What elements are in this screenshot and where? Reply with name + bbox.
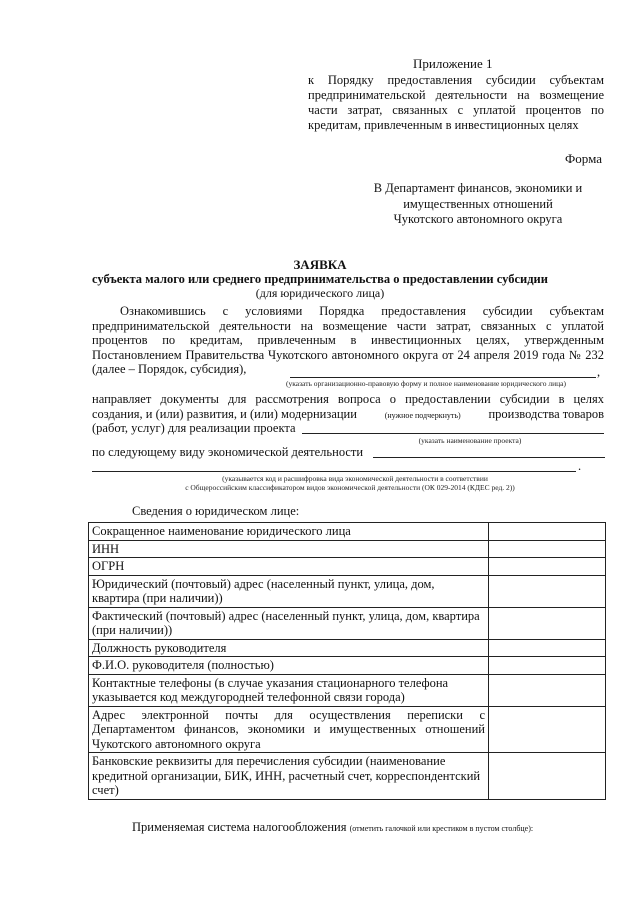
intro-paragraph xyxy=(92,304,604,377)
table-row xyxy=(89,639,606,657)
activity-hint-1: (указывается код и расшифровка вида экономической деятельности в соответствии xyxy=(222,474,488,483)
body-line-text: производства товаров xyxy=(488,407,604,421)
appendix-title: Приложение 1 xyxy=(413,56,493,71)
row-label: ИНН xyxy=(89,540,489,558)
project-name-input-line[interactable] xyxy=(302,433,604,434)
row-value-cell[interactable] xyxy=(489,753,606,800)
row-value-cell[interactable] xyxy=(489,639,606,657)
form-label: Форма xyxy=(565,151,602,166)
activity-label: по следующему виду экономической деятельности xyxy=(92,445,364,459)
appendix-text: к Порядку предоставления субсидии субъектам предпринимательской деятельности на возмещение части затрат, связанных с уплатой процентов по кредитам, привлеченным в инвестиционных целях xyxy=(308,73,604,132)
legal-entity-info-table xyxy=(88,522,606,800)
table-row xyxy=(89,523,606,541)
row-label: Фактический (почтовый) адрес (населенный пункт, улица, дом, квартира (при наличии)) xyxy=(89,607,489,639)
body-line-modernization xyxy=(92,407,604,422)
table-row xyxy=(89,657,606,675)
tax-system-hint: (отметить галочкой или крестиком в пустом столбце): xyxy=(349,824,534,833)
project-name-hint: (указать наименование проекта) xyxy=(418,436,522,445)
table-row xyxy=(89,674,606,706)
activity-input-line[interactable] xyxy=(373,457,605,458)
row-value-cell[interactable] xyxy=(489,706,606,753)
row-label: Банковские реквизиты для перечисления субсидии (наименование кредитной организации, БИК, ИНН, расчетный счет, корреспондентский счет) xyxy=(89,753,489,800)
table-row xyxy=(89,575,606,607)
row-label: Юридический (почтовый) адрес (населенный пункт, улица, дом, квартира (при наличии)) xyxy=(89,575,489,607)
table-row xyxy=(89,753,606,800)
row-value-cell[interactable] xyxy=(489,674,606,706)
tax-system-label: Применяемая система налогообложения xyxy=(132,820,347,834)
table-row xyxy=(89,540,606,558)
period: . xyxy=(578,459,582,473)
table-row xyxy=(89,558,606,576)
addressee-line: В Департамент финансов, экономики и xyxy=(373,181,583,195)
row-label: Ф.И.О. руководителя (полностью) xyxy=(89,657,489,675)
org-name-input-line[interactable] xyxy=(290,377,596,378)
table-row xyxy=(89,607,606,639)
row-label: Контактные телефоны (в случае указания стационарного телефона указывается код междугородней телефонной связи города) xyxy=(89,674,489,706)
document-subtitle-note: (для юридического лица) xyxy=(255,286,385,300)
row-label: Должность руководителя xyxy=(89,639,489,657)
activity-hint-2: с Общероссийским классификатором видов экономической деятельности (ОК 029-2014 (КДЕС ред. 2)) xyxy=(185,483,515,492)
row-label: Сокращенное наименование юридического лица xyxy=(89,523,489,541)
table-row xyxy=(89,706,606,753)
body-line-text: создания, и (или) развития, и (или) модернизации xyxy=(92,407,357,421)
row-value-cell[interactable] xyxy=(489,575,606,607)
addressee xyxy=(348,181,608,228)
info-heading: Сведения о юридическом лице: xyxy=(132,504,300,518)
row-value-cell[interactable] xyxy=(489,523,606,541)
intro-paragraph-text: Ознакомившись с условиями Порядка предоставления субсидии субъектам предпринимательской деятельности на возмещение части затрат, связанных с уплатой процентов по кредитам, привлеченным в инвестиционных целях, утвержденным Постановлением Правительства Чукотского автономного округа от 24 апреля 2019 года № 232 (далее – Порядок, субсидия), xyxy=(92,304,604,377)
comma: , xyxy=(597,365,601,379)
row-value-cell[interactable] xyxy=(489,558,606,576)
row-value-cell[interactable] xyxy=(489,540,606,558)
row-value-cell[interactable] xyxy=(489,607,606,639)
addressee-line: Чукотского автономного округа xyxy=(393,212,563,226)
row-value-cell[interactable] xyxy=(489,657,606,675)
document-subtitle: субъекта малого или среднего предпринимательства о предоставлении субсидии xyxy=(92,272,548,286)
underline-hint: (нужное подчеркнуть) xyxy=(384,411,461,420)
body-line: направляет документы для рассмотрения вопроса о предоставлении субсидии в целях xyxy=(92,392,604,406)
document-title: ЗАЯВКА xyxy=(293,257,347,272)
addressee-line: имущественных отношений xyxy=(403,196,553,211)
row-label: Адрес электронной почты для осуществления переписки с Департаментом финансов, экономики и имущественных отношений Чукотского автономного округа xyxy=(89,706,489,753)
row-label: ОГРН xyxy=(89,558,489,576)
tax-system-line xyxy=(132,820,533,836)
activity-input-line-2[interactable] xyxy=(92,471,576,472)
org-name-hint: (указать организационно-правовую форму и полное наименование юридического лица) xyxy=(285,379,566,388)
body-line: (работ, услуг) для реализации проекта xyxy=(92,421,296,435)
